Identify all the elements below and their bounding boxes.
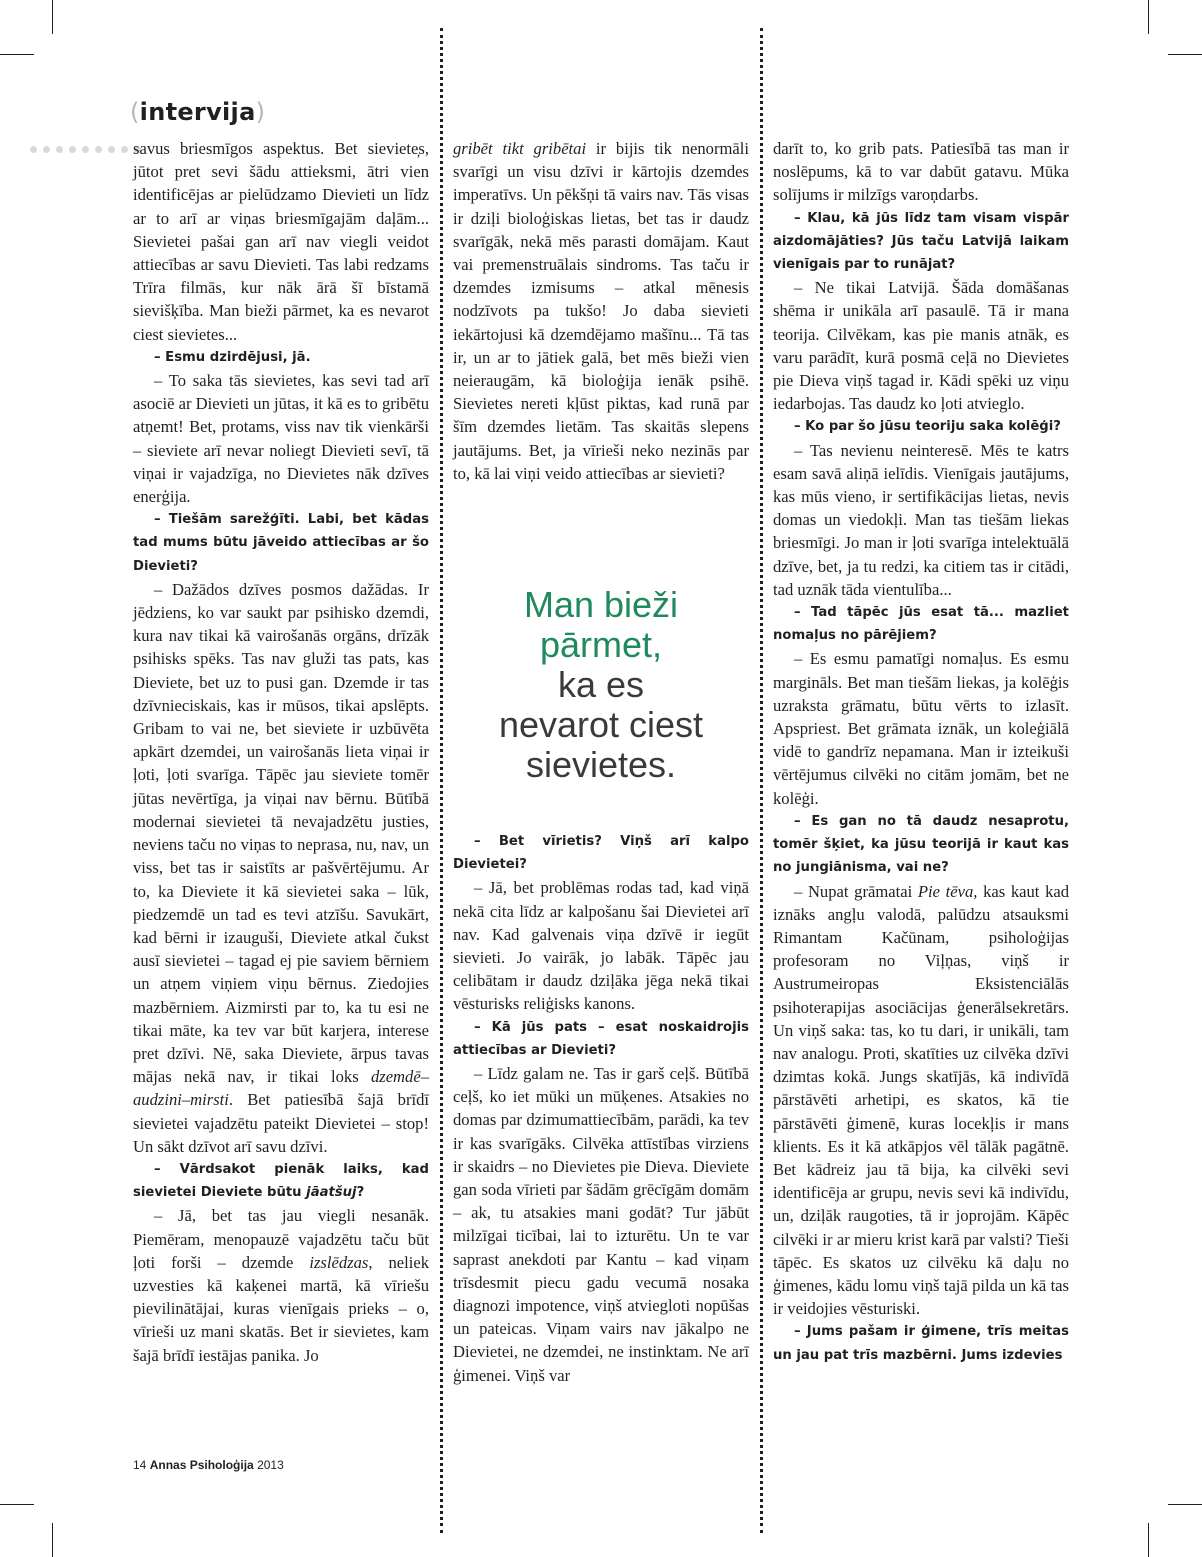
- article-column-1: [133, 137, 429, 1367]
- interview-question: – Bet vīrietis? Viņš arī kalpo Dievietei?: [453, 834, 749, 873]
- decorative-dots: [30, 146, 141, 153]
- body-paragraph: gribēt tikt gribētai ir bijis tik nenormāli svarīgi un visu dzīvi ir kārtojis dzemdes imperatīvs. Un pēkšņi tā vairs nav. Tās visas ir dziļi bioloģiskas lietas, bet tas ir daudz svarīgāk, nekā mēs parasti domājam. Kaut vai premenstruālais sindroms. Tas taču ir dzemdes izmisums – atkal mēnesis nodzīvots pa tukšo! Jo daba sievieti iekārtojusi kā dzemdējamo mašīnu... Tā tas ir, un ar to jātiek galā, bet mēs bieži vien neieraugām, kā bioloģija ienāk psihē. Sievietes nereti kļūst piktas, kad runā par šīm dzemdes lietām. Tas skaitās slepens jautājums. Bet, ja vīrieši neko nezinās par to, kā lai viņi veido attiecības ar sievieti?: [453, 139, 749, 483]
- interview-question: – Esmu dzirdējusi, jā.: [154, 349, 311, 365]
- body-paragraph: – To saka tās sievietes, kas sevi tad arī asociē ar Dievieti un jūtas, it kā es to gribētu atņemt! Bet, protams, viss nav tik vienkārši – sieviete arī nevar noliegt Dievieti sevī, tā viņai ir vajadzīga, no Dievietes nāk dzīves enerģija.: [133, 371, 429, 507]
- column-divider: [760, 28, 763, 1533]
- interview-question: – Vārdsakot pienāk laiks, kad sievietei Dieviete būtu jāatšuj?: [133, 1161, 429, 1201]
- body-paragraph: – Ne tikai Latvijā. Šāda domāšanas shēma ir unikāla arī pasaulē. Tā ir mana teorija. Cilvēkam, kas pie manis atnāk, es varu parādīt, kurā posmā ceļā no Dievietes pie Dieva viņš tagad ir. Kādi spēki uz viņu iedarbojas. Tas daudz ko ļoti atvieglo.: [773, 278, 1069, 414]
- column-divider: [440, 28, 443, 1533]
- crop-mark: [1148, 1523, 1149, 1557]
- crop-mark: [52, 1523, 53, 1557]
- body-paragraph: – Jā, bet problēmas rodas tad, kad viņā nekā cita līdz ar kalpošanu šai Dievietei arī nav. Kad galvenais viņa dzīvē ir iegūt sievieti. Jo vairāk, jo labāk. Tāpēc jau celibātam ir daudz dziļāka jēga nekā tikai vēsturisks reliģisks kanons.: [453, 878, 749, 1014]
- crop-mark: [1148, 0, 1149, 34]
- page-footer: [133, 1458, 284, 1472]
- crop-mark: [0, 54, 34, 55]
- body-paragraph: darīt to, ko grib pats. Patiesībā tas man ir noslēpums, kā to var dabūt gatavu. Mūka solījums ir milzīgs varoņdarbs.: [773, 139, 1069, 205]
- interview-question: – Klau, kā jūs līdz tam visam vispār aizdomājāties? Jūs taču Latvijā laikam vienīgais par to runājat?: [773, 210, 1069, 273]
- issue-year: 2013: [257, 1458, 284, 1472]
- body-paragraph: savus briesmīgos aspektus. Bet sieviete̦s, jūtot pret sevi šādu attieksmi, ātri vien identificējas ar pielūdzamo Dievieti un līdz ar to arī ar viņas briesmīgajām daļām... Sievietei pašai gan arī nav viegli veidot attiecības ar savu Dievieti. Tas labi redzams Trīra filmās, kur nāk ārā šī bīstamā sievišķība. Man bieži pārmet, ka es nevarot ciest sievietes...: [133, 139, 429, 344]
- crop-mark: [1168, 54, 1202, 55]
- article-column-2-top: [453, 137, 749, 485]
- interview-question: – Ko par šo jūsu teoriju saka kolēģi?: [794, 419, 1061, 435]
- crop-mark: [0, 1504, 34, 1505]
- magazine-name: Annas Psiholoģija: [149, 1458, 254, 1472]
- body-paragraph: – Jā, bet tas jau viegli nesanāk. Piemēram, menopauzē vajadzētu taču būt ļoti forši – dzemde izslēdzas, neliek uzvesties kā kaķenei martā, kā vīriešu pievilinātājai, kuras vienīgais prieks – o, vīrieši uz mani skatās. Bet ir sievietes, kam šajā brīdī iestājas panika. Jo: [133, 1206, 430, 1365]
- crop-mark: [1168, 1504, 1202, 1505]
- interview-question: – Jums pašam ir ģimene, trīs meitas un jau pat trīs mazbērni. Jums izdevies: [773, 1324, 1069, 1363]
- interview-question: – Es gan no tā daudz nesaprotu, tomēr šķiet, ka jūsu teorijā ir kaut kas no jungiānisma, vai ne?: [773, 813, 1069, 876]
- body-paragraph: – Nupat grāmatai Pie tēva, kas kaut kad iznāks angļu valodā, palūdzu atsauksmi Rimantam Kačūnam, psiholoģijas profesoram no Viļņas, viņš ir Austrumeiropas Eksistenciālās psihoterapijas asociācijas ģenerālsekretārs. Un viņš saka: tas, ko tu dari, ir unikāli, tam nav analogu. Proti, skatīties uz cilvēka dzīvi dzimtas kokā. Jungs skatījās, kā indivīdā pārstāvēti arhetipi, es skatos, kā tie pārstāvēti ģimenē, kuras locekļis ir mans klients. Es it kā atkāpjos vēl tālāk pagātnē. Bet kādreiz jau tā bija, ka cilvēki sevi identificēja ar grupu, nevis sevi kā indivīdu, un, dziļāk raugoties, tā ir joprojām. Kāpēc cilvēki ir ar mieru krist karā par valsti? Tieši tāpēc. Es skatos uz cilvēku kā daļu no ģimenes, kādu lomu viņš tajā pilda un kā tas ir veidojies vēsturiski.: [773, 881, 1070, 1319]
- body-paragraph: – Es esmu pamatīgi nomaļus. Es esmu margināls. Bet man tiešām liekas, ja kolēģis uzraksta grāmatu, būtu vērts to izlasīt. Apspriest. Bet grāmata iznāk, un koleģiālā vidē to gandrīz nepamana. Man ir izteikuši vērtējumus cilvēki no citām jomām, bet ne kolēģi.: [773, 649, 1069, 808]
- page-number: 14: [133, 1458, 147, 1472]
- crop-mark: [52, 0, 53, 34]
- pull-quote: Man bieži pārmet, ka es nevarot ciest sievietes.: [498, 584, 704, 785]
- article-column-2-bottom: [453, 830, 749, 1387]
- body-paragraph: – Dažādos dzīves posmos dažādas. Ir jēdziens, ko var saukt par psihisko dzemdi, kura nav tikai kā vairošanās orgāns, drīzāk psihisks spēks. Tas nav gluži tas pats, kas Dieviete, bet uz to pusi gan. Dzemde ir tas dzīvnieciskais, kas ir mūsos, tikai apslēpts. Gribam to vai ne, bet sieviete ir uzbūvēta apkārt dzemdei, un vairošanās lieta viņai ir ļoti, ļoti svarīga. Tāpēc jau sieviete tomēr jūtas nevērtīga, ja viņai nav bērnu. Būtībā modernai sievietei tā nevajadzētu justies, neviens taču no viņas to neprasa, nu, nav, un viss, bet tas ir saistīts ar pašvērtējumu. Ar to, ka Dieviete it kā sievietei saka – lūk, piedzemdē un tad es tevi atzīšu. Savukārt, kad bērni ir izauguši, Dieviete atkal čukst ausī sievietei – tagad ej pie saviem bērniem un atņem viņiem viņu bērnus. Ziedojies mazbērniem. Aizmirsti par to, ka tu esi ne tikai māte, ka tev var būt karjera, interese pret dzīvi. Nē, saka Dieviete, ārpus tavas mājas nekā nav, ir tikai loks dzemdē–audzini–mirsti. Bet patiesībā šajā brīdī sievietei vajadzētu pateikt Dievietei – stop! Un sākt dzīvot arī savu dzīvi.: [133, 579, 429, 1156]
- interview-question: – Tad tāpēc jūs esat tā... mazliet nomaļus no pārējiem?: [773, 605, 1069, 644]
- body-paragraph: – Tas nevienu neinteresē. Mēs te katrs esam savā aliņā ielīdis. Vienīgais jautājums, kas mūs vieno, ir sertifikācijas lietas, nevis domas un viedokļi. Man tas tiešām liekas briesmīgi. Jo man ir ļoti svarīga intelektuālā dzīve, bet, ja tu redzi, ka citiem tas ir citādi, tad uznāk tāda vientulība...: [773, 440, 1069, 599]
- section-title: (intervija): [130, 98, 266, 126]
- article-column-3: [773, 137, 1069, 1367]
- interview-question: – Tiešām sarežģīti. Labi, bet kādas tad mums būtu jāveido attiecības ar šo Dievieti?: [133, 512, 429, 574]
- interview-question: – Kā jūs pats – esat noskaidrojis attiecības ar Dievieti?: [453, 1019, 749, 1058]
- body-paragraph: – Līdz galam ne. Tas ir garš ceļš. Būtībā ceļš, ko iet mūki un mūķenes. Atsakies no domas par dzimumattiecībām, parādi, ka tev ir kas svarīgāks. Cilvēka attīstības virziens ir skaidrs – no Dievietes pie Dieva. Dieviete gan soda vīrieti par šādām grēcīgām domām – ak, tu atsakies mani godāt? Tur jābūt milzīgai ticībai, lai to izturētu. Un te var saprast anekdoti par Kantu – kad viņam trīsdesmit piecu gadu vecumā nosaka diagnozi impotence, viņš atviegloti nopūšas un pateicas. Viņam vairs nav jākalpo ne Dievietei, ne dzemdei, ne instinktam. Ne arī ģimenei. Viņš var: [453, 1064, 749, 1385]
